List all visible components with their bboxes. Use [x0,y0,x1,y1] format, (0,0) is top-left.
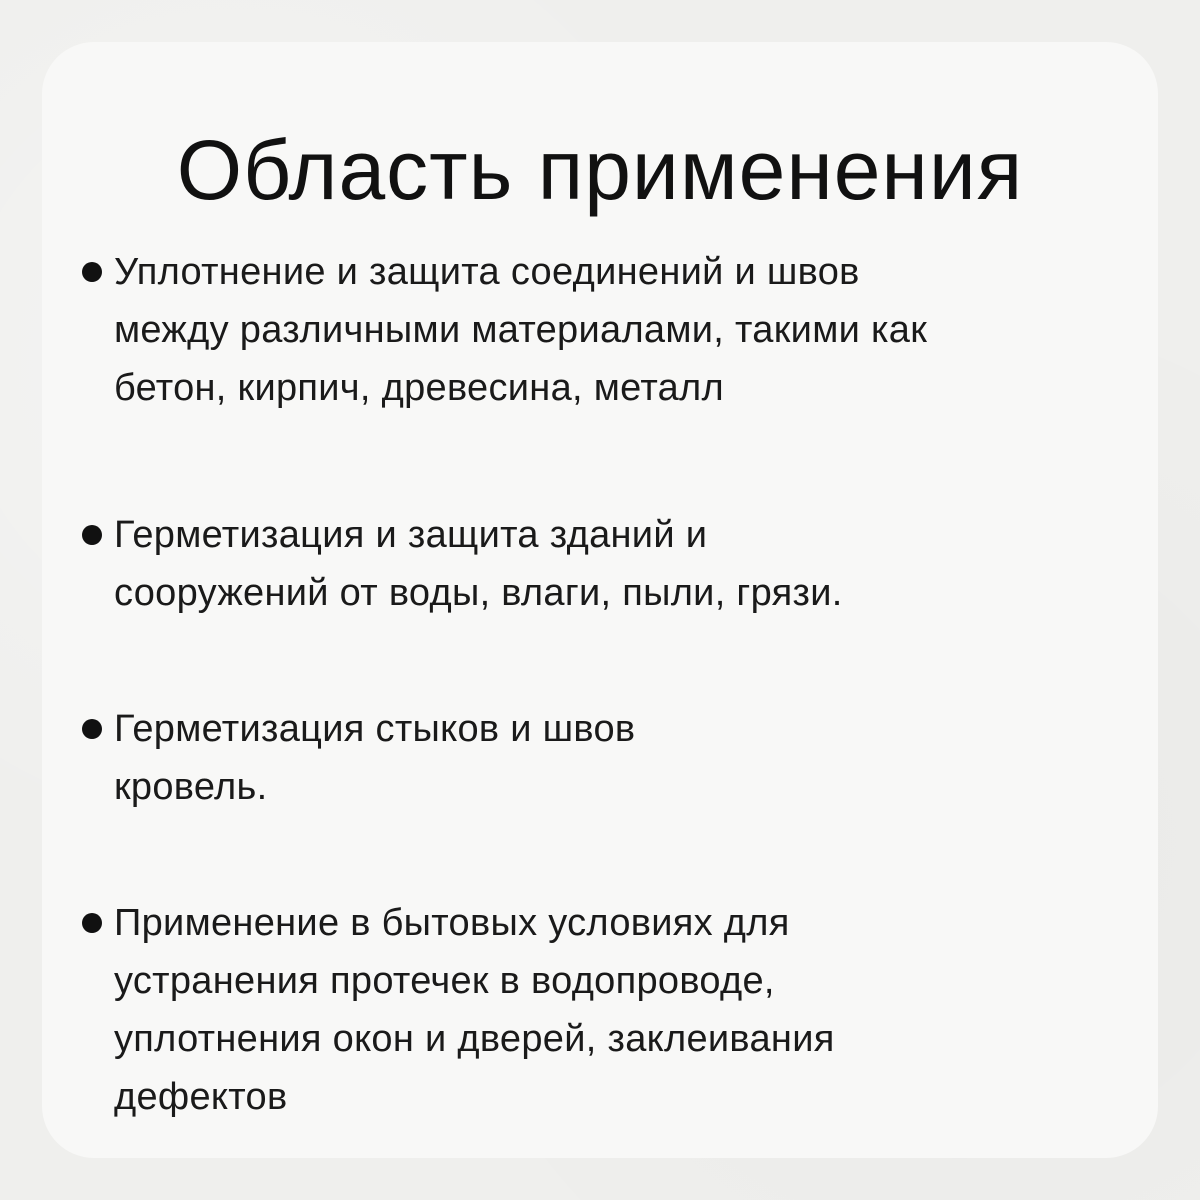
list-item-text [114,700,635,816]
list-item-line: между различными материалами, такими как [114,309,928,351]
list-item-line: дефектов [114,1076,288,1118]
bullet-icon [82,525,102,545]
list-item-roof-seams [82,700,1122,816]
bullet-icon [82,913,102,933]
list-item-line: устранения протечек в водопроводе, [114,960,775,1002]
list-item-text [114,243,927,417]
list-item-line: Уплотнение и защита соединений и швов [114,251,860,293]
list-item-line: уплотнения окон и дверей, заклеивания [114,1018,835,1060]
list-item-line: сооружений от воды, влаги, пыли, грязи. [114,572,843,614]
content-card [42,42,1158,1158]
list-item-text [114,894,835,1126]
list-item-sealing-joints [82,243,1122,417]
list-item-line: Применение в бытовых условиях для [114,902,790,944]
list-item-line: Герметизация стыков и швов [114,708,636,750]
page-title: Область применения [176,123,1024,217]
list-item-building-protection [82,506,1122,622]
list-item-line: Герметизация и защита зданий и [114,514,708,556]
list-item-line: бетон, кирпич, древесина, металл [114,367,724,409]
list-item-line: кровель. [114,766,268,808]
list-item-text [114,506,843,622]
list-item-household-use [82,894,1122,1126]
bullet-icon [82,719,102,739]
bullet-icon [82,262,102,282]
